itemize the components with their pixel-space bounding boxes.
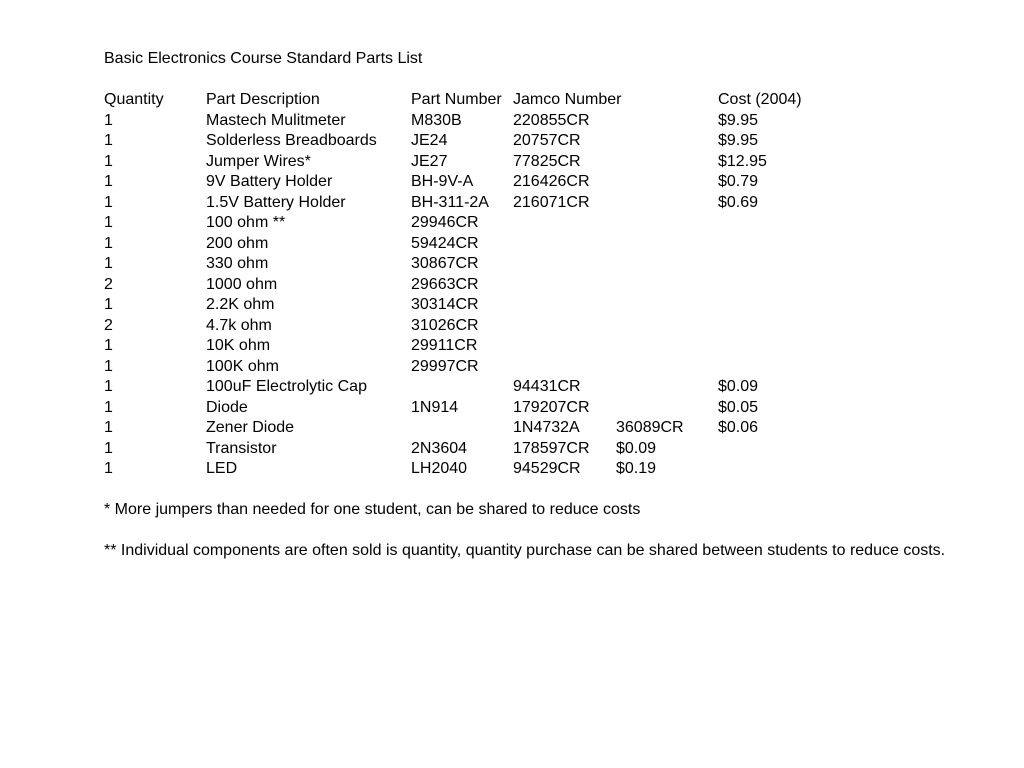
cell-jamco-number: 178597CR	[513, 439, 590, 457]
cell-part-description: Zener Diode	[206, 419, 295, 436]
cell-quantity: 1	[104, 193, 113, 211]
cell-part-description: 9V Battery Holder	[206, 173, 333, 190]
cell-part-description: Diode	[206, 398, 248, 416]
table-row	[104, 316, 1014, 337]
cell-part-description: Solderless Breadboards	[206, 132, 377, 149]
cell-quantity: 1	[104, 152, 113, 170]
cell-part-number: 31026CR	[411, 316, 479, 334]
cell-quantity: 1	[104, 419, 113, 436]
cell-part-number: 29663CR	[411, 275, 479, 293]
cell-part-number: 29946CR	[411, 214, 479, 231]
table-row	[104, 234, 1014, 255]
cell-part-number: 30314CR	[411, 296, 479, 313]
cell-quantity: 1	[104, 296, 113, 313]
cell-part-number: JE24	[411, 132, 448, 149]
cell-part-number: 29997CR	[411, 357, 479, 375]
cell-part-description: Jumper Wires*	[206, 152, 311, 170]
spacer	[104, 70, 1014, 91]
header-jamco-number: Jamco Number	[513, 91, 622, 108]
document-title: Basic Electronics Course Standard Parts List	[104, 50, 423, 67]
cell-quantity: 1	[104, 255, 113, 272]
table-header-row	[104, 90, 1014, 111]
cell-part-description: 10K ohm	[206, 337, 271, 354]
table-row	[104, 398, 1014, 419]
cell-part-description: Mastech Mulitmeter	[206, 111, 346, 129]
cell-jamco-number: 216071CR	[513, 193, 590, 211]
cell-quantity: 1	[104, 378, 113, 395]
cell-cost: $0.06	[718, 419, 759, 436]
cell-part-description: Transistor	[206, 439, 277, 457]
table-row	[104, 295, 1014, 316]
cell-quantity: 1	[104, 460, 113, 477]
cell-quantity: 2	[104, 316, 113, 334]
cell-part-number: JE27	[411, 152, 448, 170]
cell-part-number: LH2040	[411, 460, 468, 477]
header-part-number: Part Number	[411, 91, 502, 108]
cell-part-number: 29911CR	[411, 337, 478, 354]
cell-jamco-number: 94431CR	[513, 378, 581, 395]
table-row	[104, 254, 1014, 275]
cell-jamco-number: 179207CR	[513, 398, 590, 416]
spacer	[104, 521, 1014, 542]
cell-part-number: BH-9V-A	[411, 173, 474, 190]
cell-part-description: 330 ohm	[206, 255, 269, 272]
cell-part-description: 1.5V Battery Holder	[206, 193, 346, 211]
cell-quantity: 1	[104, 357, 113, 375]
cell-quantity: 1	[104, 132, 113, 149]
cell-part-description: 100 ohm **	[206, 214, 286, 231]
cell-extra: 36089CR	[616, 419, 684, 436]
cell-part-description: 4.7k ohm	[206, 316, 272, 334]
cell-cost: $9.95	[718, 111, 759, 129]
table-row	[104, 111, 1014, 132]
table-row	[104, 213, 1014, 234]
cell-part-number: 30867CR	[411, 255, 479, 272]
cell-part-number: M830B	[411, 111, 462, 129]
cell-quantity: 1	[104, 214, 113, 231]
cell-part-number: BH-311-2A	[411, 193, 489, 211]
table-row	[104, 131, 1014, 152]
cell-quantity: 1	[104, 173, 113, 190]
cell-quantity: 1	[104, 398, 113, 416]
header-part-description: Part Description	[206, 91, 320, 108]
cell-extra: $0.09	[616, 439, 657, 457]
table-row	[104, 357, 1014, 378]
cell-extra: $0.19	[616, 460, 657, 477]
cell-cost: $0.09	[718, 378, 759, 395]
cell-quantity: 1	[104, 234, 113, 252]
table-row	[104, 377, 1014, 398]
cell-part-description: 2.2K ohm	[206, 296, 275, 313]
table-row	[104, 459, 1014, 480]
table-body	[104, 111, 1014, 480]
spacer	[104, 480, 1014, 501]
parts-list-document	[104, 49, 1014, 562]
cell-quantity: 1	[104, 111, 113, 129]
cell-part-description: 100K ohm	[206, 357, 279, 375]
cell-part-number: 59424CR	[411, 234, 479, 252]
table-row	[104, 275, 1014, 296]
table-row	[104, 152, 1014, 173]
cell-cost: $12.95	[718, 152, 767, 170]
cell-jamco-number: 20757CR	[513, 132, 581, 149]
cell-jamco-number: 216426CR	[513, 173, 590, 190]
cell-jamco-number: 94529CR	[513, 460, 581, 477]
footnote-jumpers: * More jumpers than needed for one student, can be shared to reduce costs	[104, 501, 641, 518]
cell-cost: $9.95	[718, 132, 759, 149]
table-row	[104, 336, 1014, 357]
cell-cost: $0.05	[718, 398, 759, 416]
cell-part-description: 1000 ohm	[206, 275, 278, 293]
table-row	[104, 418, 1014, 439]
cell-jamco-number: 1N4732A	[513, 419, 580, 436]
cell-cost: $0.69	[718, 193, 759, 211]
cell-part-number: 2N3604	[411, 439, 468, 457]
cell-jamco-number: 77825CR	[513, 152, 581, 170]
footnote-components: ** Individual components are often sold is quantity, quantity purchase can be shared between students to reduce costs.	[104, 542, 946, 559]
cell-part-description: 200 ohm	[206, 234, 269, 252]
cell-cost: $0.79	[718, 173, 759, 190]
table-row	[104, 193, 1014, 214]
cell-jamco-number: 220855CR	[513, 111, 590, 129]
table-row	[104, 439, 1014, 460]
table-row	[104, 172, 1014, 193]
cell-part-description: 100uF Electrolytic Cap	[206, 378, 367, 395]
header-cost: Cost (2004)	[718, 91, 802, 108]
header-quantity: Quantity	[104, 91, 164, 108]
cell-quantity: 1	[104, 337, 113, 354]
cell-quantity: 2	[104, 275, 113, 293]
cell-quantity: 1	[104, 439, 113, 457]
cell-part-description: LED	[206, 460, 238, 477]
cell-part-number: 1N914	[411, 398, 459, 416]
